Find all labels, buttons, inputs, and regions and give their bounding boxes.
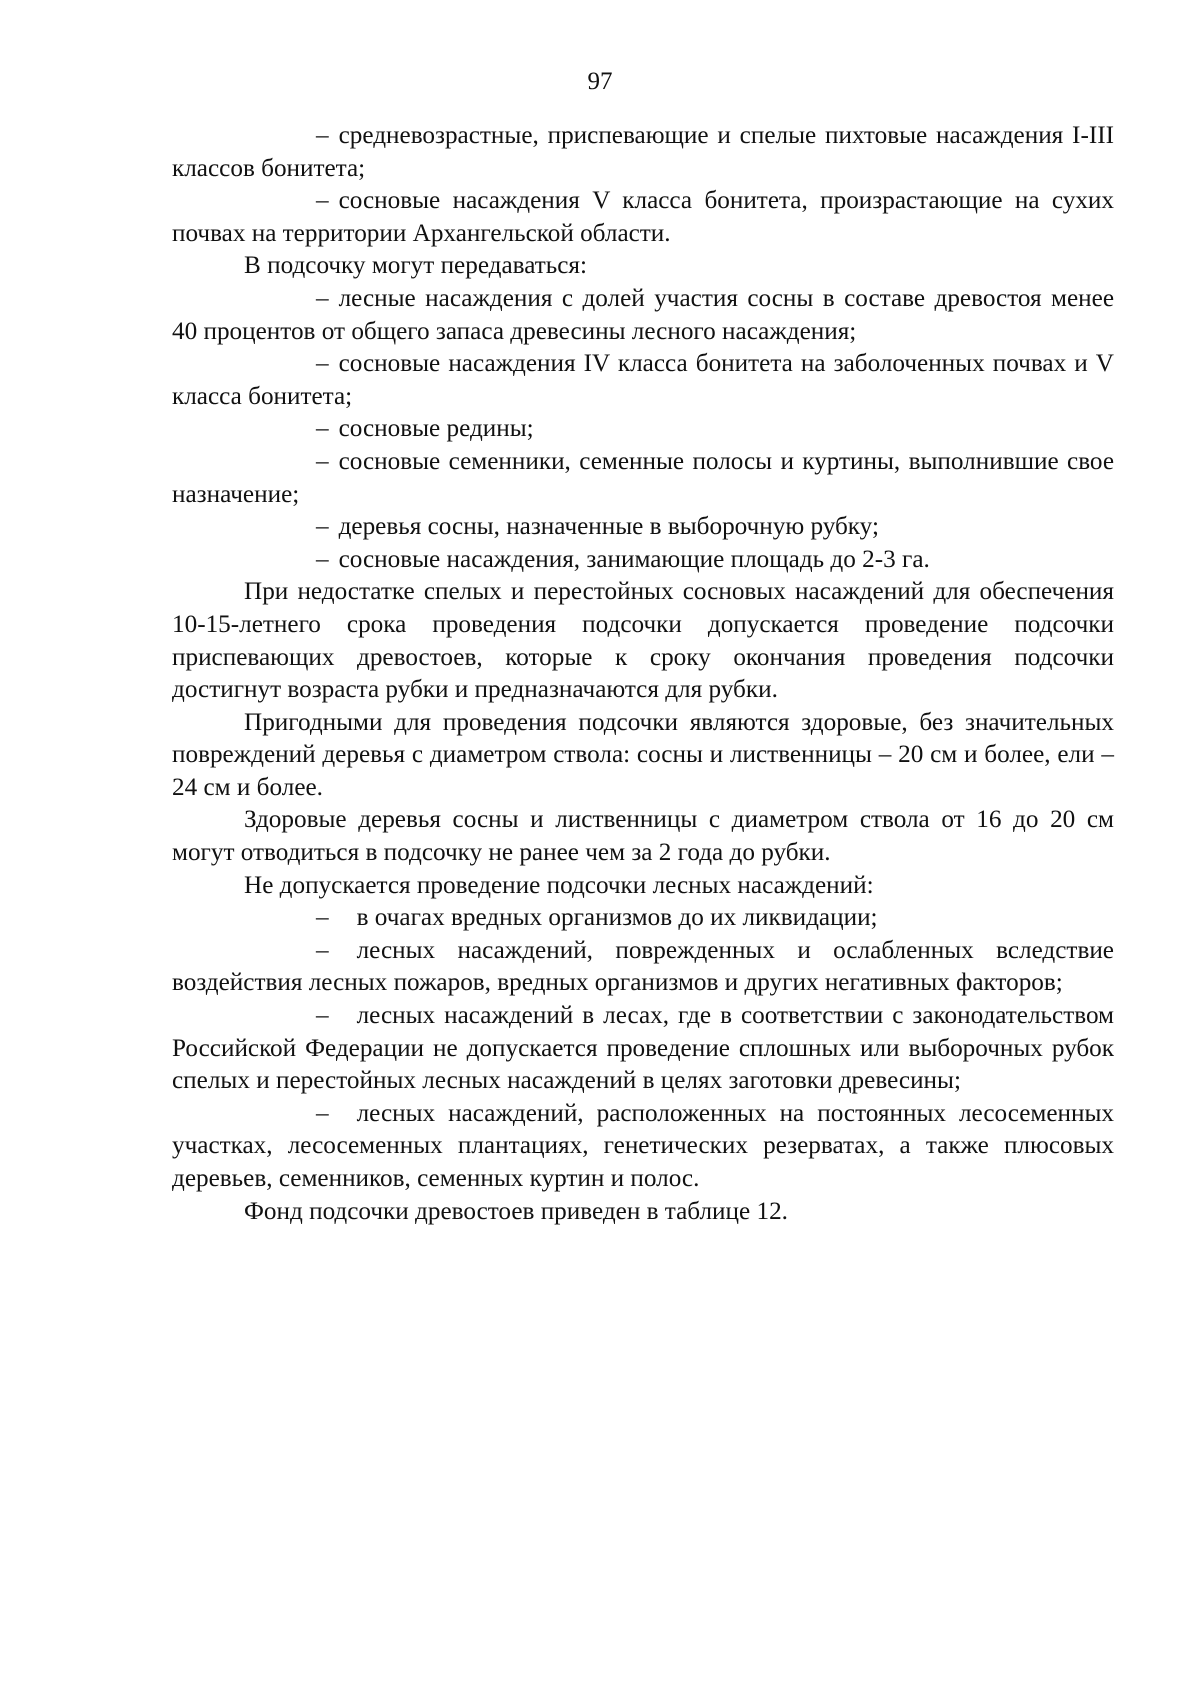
- paragraph: При недостатке спелых и перестойных сосновых насаждений для обеспечения 10-15-летнего срока проведения подсочки допускается проведение подсочки приспевающих древостоев, которые к сроку окончания проведения подсочки достигнут возраста рубки и предназначаются для рубки.: [172, 578, 1114, 704]
- list-dash: –: [316, 122, 329, 149]
- list-dash: –: [316, 904, 329, 932]
- list-item: [172, 348, 1114, 413]
- list-dash: –: [316, 415, 329, 443]
- list-item: [172, 902, 1114, 935]
- list-item: [172, 511, 1114, 544]
- list-item-text: лесных насаждений, расположенных на постоянных лесосеменных участках, лесосеменных плантациях, генетических резерватах, а также плюсовых деревьев, семенников, семенных куртин и полос.: [172, 1099, 1114, 1192]
- list-dash: –: [316, 350, 329, 378]
- list-item: [172, 413, 1114, 446]
- list-item-text: сосновые насаждения IV класса бонитета на заболоченных почвах и V класса бонитета;: [172, 350, 1114, 410]
- list-dash: –: [316, 513, 329, 541]
- list-item: [172, 1098, 1114, 1196]
- list-item: [172, 446, 1114, 511]
- list-item-text: сосновые насаждения V класса бонитета, произрастающие на сухих почвах на территории Архангельской области.: [172, 187, 1114, 247]
- page-number: 97: [587, 68, 613, 95]
- list-item-text: лесные насаждения с долей участия сосны в составе древостоя менее 40 процентов от общего запаса древесины лесного насаждения;: [172, 284, 1114, 345]
- list-item-text: в очагах вредных организмов до их ликвидации;: [356, 904, 878, 932]
- list-item: [172, 185, 1114, 250]
- list-item-text: деревья сосны, назначенные в выборочную рубку;: [338, 513, 879, 541]
- paragraph: Здоровые деревья сосны и лиственницы с диаметром ствола от 16 до 20 см могут отводиться в подсочку не ранее чем за 2 года до рубки.: [172, 806, 1114, 867]
- list-item-text: лесных насаждений, поврежденных и ослабленных вследствие воздействия лесных пожаров, вредных организмов и других негативных факторов;: [172, 936, 1114, 997]
- list-dash: –: [316, 447, 329, 475]
- list-item-text: лесных насаждений в лесах, где в соответствии с законодательством Российской Федерации не допускается проведение сплошных или выборочных рубок спелых и перестойных лесных насаждений в целях заготовки древесины;: [172, 1002, 1114, 1095]
- list-item-text: сосновые семенники, семенные полосы и куртины, выполнившие свое назначение;: [172, 447, 1114, 508]
- list-item-text: сосновые редины;: [338, 415, 534, 443]
- list-item-text: сосновые насаждения, занимающие площадь до 2-3 га.: [338, 545, 930, 573]
- list-dash: –: [316, 284, 329, 312]
- list-item-text: средневозрастные, приспевающие и спелые пихтовые насаждения I-III классов бонитета;: [172, 122, 1114, 182]
- list-item: [172, 1000, 1114, 1098]
- list-dash: –: [316, 1099, 329, 1127]
- document-body: [172, 120, 1114, 1228]
- paragraph: Фонд подсочки древостоев приведен в таблице 12.: [244, 1197, 788, 1225]
- list-item: [172, 283, 1114, 348]
- paragraph: Не допускается проведение подсочки лесных насаждений:: [244, 871, 874, 899]
- list-item: [172, 120, 1114, 185]
- list-dash: –: [316, 936, 329, 964]
- list-item: [172, 544, 1114, 577]
- list-dash: –: [316, 187, 329, 215]
- list-dash: –: [316, 545, 329, 573]
- paragraph: В подсочку могут передаваться:: [244, 252, 588, 280]
- list-dash: –: [316, 1002, 329, 1030]
- list-item: [172, 935, 1114, 1000]
- paragraph: Пригодными для проведения подсочки являются здоровые, без значительных повреждений деревья с диаметром ствола: сосны и лиственницы – 20 см и более, ели – 24 см и более.: [172, 708, 1114, 801]
